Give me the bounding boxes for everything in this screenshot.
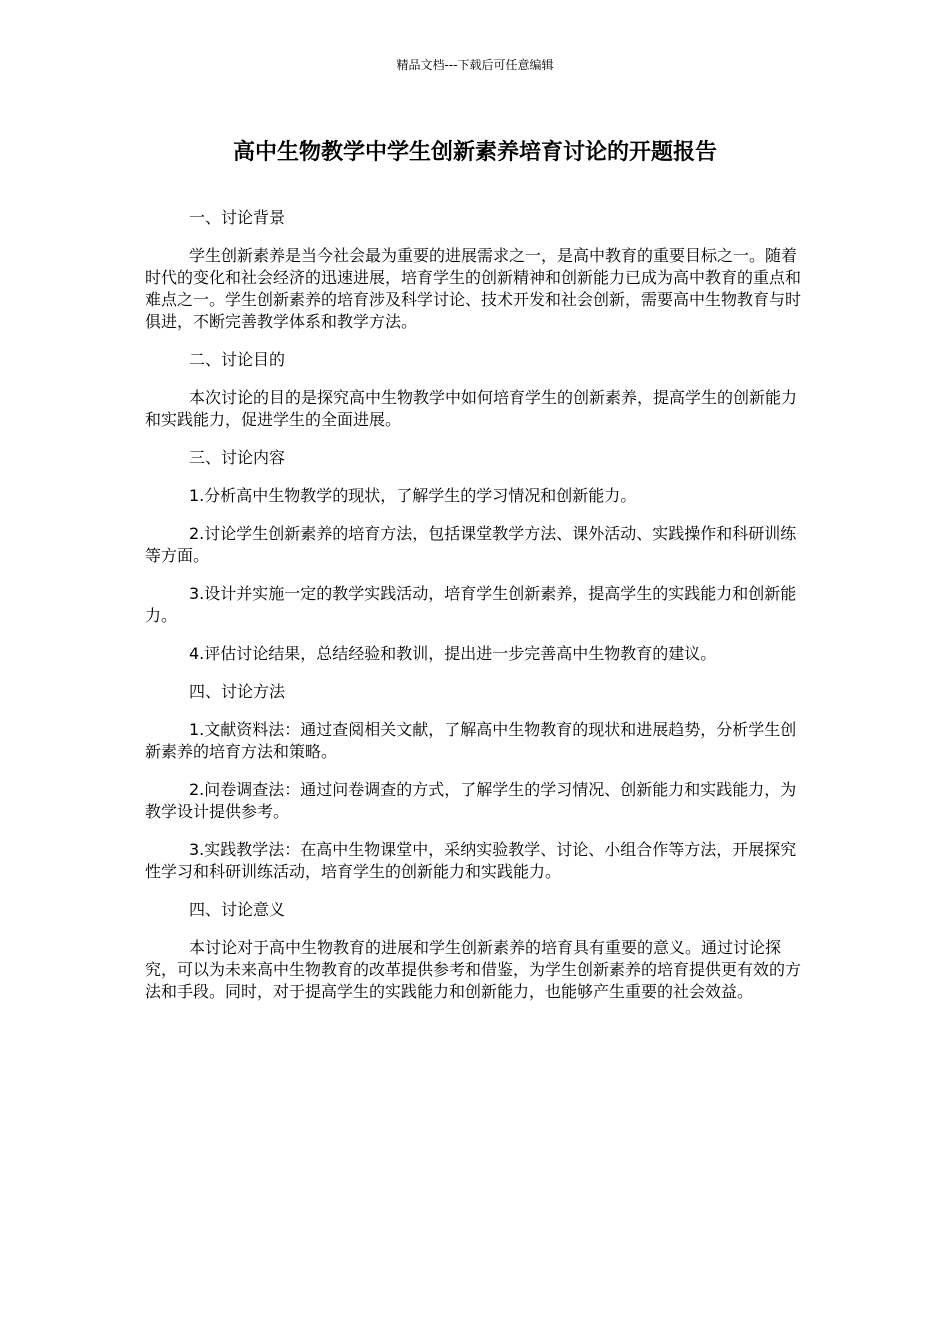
header-note: 精品文档---下载后可任意编辑 <box>396 58 554 72</box>
document-body <box>145 207 810 1019</box>
content-item-1: 1.分析高中生物教学的现状，了解学生的学习情况和创新能力。 <box>189 486 637 505</box>
background-paragraph: 学生创新素养是当今社会最为重要的进展需求之一，是高中教育的重要目标之一。随着时代的变化和社会经济的迅速进展，培育学生的创新精神和创新能力已成为高中教育的重点和难点之一。学生创新素养的培育涉及科学讨论、技术开发和社会创新，需要高中生物教育与时俱进，不断完善教学体系和教学方法。 <box>145 246 802 331</box>
method-item-1: 1.文献资料法：通过查阅相关文献，了解高中生物教育的现状和进展趋势，分析学生创新素养的培育方法和策略。 <box>145 720 797 761</box>
document-title: 高中生物教学中学生创新素养培育讨论的开题报告 <box>232 140 717 165</box>
purpose-paragraph: 本次讨论的目的是探究高中生物教学中如何培育学生的创新素养，提高学生的创新能力和实践能力，促进学生的全面进展。 <box>145 388 798 429</box>
section-heading-method: 四、讨论方法 <box>189 682 286 701</box>
section-heading-content: 三、讨论内容 <box>189 448 286 467</box>
section-heading-significance: 四、讨论意义 <box>189 900 286 919</box>
method-item-2: 2.问卷调查法：通过问卷调查的方式，了解学生的学习情况、创新能力和实践能力，为教学设计提供参考。 <box>145 780 797 821</box>
content-item-2: 2.讨论学生创新素养的培育方法，包括课堂教学方法、课外活动、实践操作和科研训练等方面。 <box>145 524 797 565</box>
content-item-4: 4.评估讨论结果，总结经验和教训，提出进一步完善高中生物教育的建议。 <box>189 644 717 663</box>
section-heading-purpose: 二、讨论目的 <box>189 350 286 369</box>
content-item-3: 3.设计并实施一定的教学实践活动，培育学生创新素养，提高学生的实践能力和创新能力。 <box>145 584 797 625</box>
method-item-3: 3.实践教学法：在高中生物课堂中，采纳实验教学、讨论、小组合作等方法，开展探究性学习和科研训练活动，培育学生的创新能力和实践能力。 <box>145 840 797 881</box>
significance-paragraph: 本讨论对于高中生物教育的进展和学生创新素养的培育具有重要的意义。通过讨论探究，可以为未来高中生物教育的改革提供参考和借鉴，为学生创新素养的培育提供更有效的方法和手段。同时，对于提高学生的实践能力和创新能力，也能够产生重要的社会效益。 <box>145 938 802 1001</box>
section-heading-background: 一、讨论背景 <box>189 208 286 227</box>
